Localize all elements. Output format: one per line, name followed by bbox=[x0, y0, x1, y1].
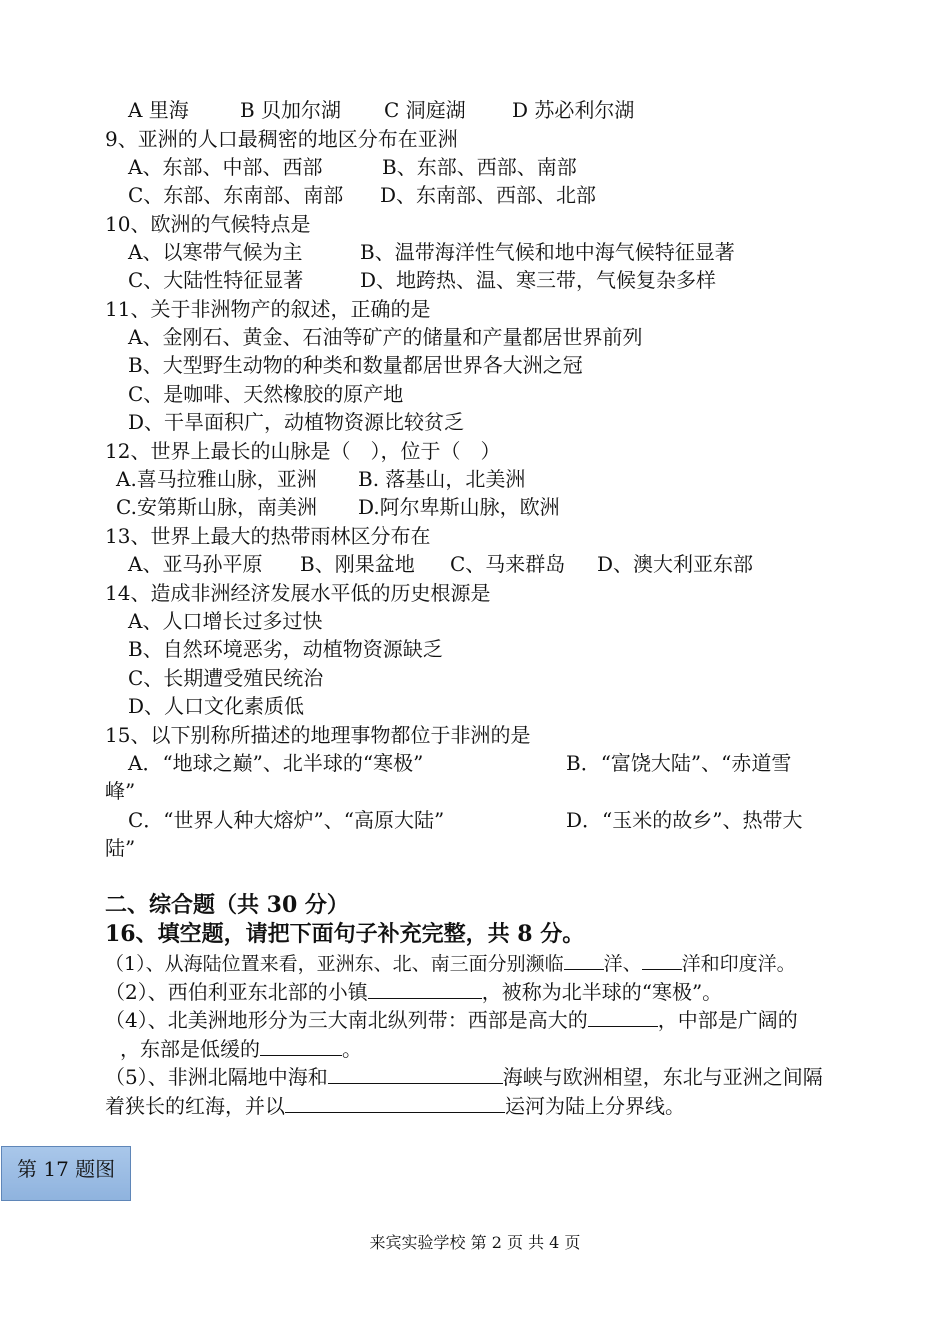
q9-option-a: A、东部、中部、西部 bbox=[128, 155, 323, 179]
q16-5-text-c: 着狭长的红海，并以 bbox=[105, 1094, 285, 1118]
q10-options-row2 bbox=[128, 266, 716, 294]
q16-item-1 bbox=[105, 949, 796, 978]
q13-option-a: A、亚马孙平原 bbox=[128, 552, 263, 576]
q16-4-blank-1[interactable] bbox=[588, 1006, 658, 1027]
q16-item-5-line1 bbox=[105, 1063, 823, 1091]
q16-1-text-a: （1）、从海陆位置来看，亚洲东、北、南三面分别濒临 bbox=[105, 953, 564, 975]
q16-2-text-a: （2）、西伯利亚东北部的小镇 bbox=[105, 980, 368, 1004]
q12-stem: 12、世界上最长的山脉是（ ），位于（ ） bbox=[105, 439, 501, 463]
q16-item-5-line2 bbox=[105, 1092, 685, 1120]
q15-option-d: D．“玉米的故乡”、热带大 bbox=[566, 808, 803, 832]
q14-option-c: C、长期遭受殖民统治 bbox=[128, 666, 324, 690]
q16-5-text-a: （5）、非洲北隔地中海和 bbox=[105, 1065, 328, 1089]
q13-option-b: B、刚果盆地 bbox=[300, 552, 415, 576]
q9-options-row1 bbox=[128, 153, 577, 181]
q16-5-text-d: 运河为陆上分界线。 bbox=[505, 1094, 685, 1118]
q9-option-c: C、东部、东南部、南部 bbox=[128, 183, 344, 207]
q10-option-b: B、温带海洋性气候和地中海气候特征显著 bbox=[360, 240, 735, 264]
q17-figure-tag: 第 17 题图 bbox=[1, 1146, 131, 1201]
q11-stem: 11、关于非洲物产的叙述，正确的是 bbox=[105, 297, 431, 321]
q16-1-text-c: 洋和印度洋。 bbox=[681, 953, 796, 975]
q11-option-a: A、金刚石、黄金、石油等矿产的储量和产量都居世界前列 bbox=[128, 325, 643, 349]
q12-option-a: A.喜马拉雅山脉，亚洲 bbox=[116, 467, 317, 491]
q10-option-c: C、大陆性特征显著 bbox=[128, 268, 304, 292]
q13-option-c: C、马来群岛 bbox=[450, 552, 566, 576]
q15-option-b: B．“富饶大陆”、“赤道雪 bbox=[566, 751, 792, 775]
q14-stem: 14、造成非洲经济发展水平低的历史根源是 bbox=[105, 581, 491, 605]
q16-4-blank-2[interactable] bbox=[260, 1035, 342, 1056]
q16-5-text-b: 海峡与欧洲相望，东北与亚洲之间隔 bbox=[502, 1065, 823, 1089]
q10-option-d: D、地跨热、温、寒三带，气候复杂多样 bbox=[360, 268, 717, 292]
q13-option-d: D、澳大利亚东部 bbox=[597, 552, 754, 576]
q15-option-a: A．“地球之巅”、北半球的“寒极” bbox=[128, 751, 424, 775]
q9-option-b: B、东部、西部、南部 bbox=[382, 155, 577, 179]
q16-4-text-d: 。 bbox=[342, 1037, 362, 1061]
q8-option-a: A 里海 bbox=[128, 98, 189, 122]
q11-option-b: B、大型野生动物的种类和数量都居世界各大洲之冠 bbox=[128, 353, 583, 377]
q15-option-c: C．“世界人种大熔炉”、“高原大陆” bbox=[128, 808, 445, 832]
q12-option-b: B. 落基山，北美洲 bbox=[358, 467, 526, 491]
q16-1-text-b: 洋、 bbox=[603, 953, 642, 975]
q16-stem: 16、填空题，请把下面句子补充完整，共 8 分。 bbox=[105, 921, 585, 947]
q12-option-c: C.安第斯山脉，南美洲 bbox=[116, 495, 317, 519]
q10-stem: 10、欧洲的气候特点是 bbox=[105, 212, 311, 236]
q12-options-row1 bbox=[116, 465, 525, 493]
q10-options-row1 bbox=[128, 238, 735, 266]
q14-option-d: D、人口文化素质低 bbox=[128, 694, 305, 718]
q15-option-b-wrap: 峰” bbox=[105, 779, 136, 803]
q12-option-d: D.阿尔卑斯山脉，欧洲 bbox=[358, 495, 560, 519]
q16-item-4-line2 bbox=[120, 1035, 362, 1063]
q9-stem: 9、亚洲的人口最稠密的地区分布在亚洲 bbox=[105, 127, 458, 151]
q14-option-b: B、自然环境恶劣，动植物资源缺乏 bbox=[128, 637, 443, 661]
q16-item-4-line1 bbox=[105, 1006, 798, 1034]
q14-option-a: A、人口增长过多过快 bbox=[128, 609, 323, 633]
q16-4-text-a: （4）、北美洲地形分为三大南北纵列带：西部是高大的 bbox=[105, 1008, 588, 1032]
q16-4-text-b: ，中部是广阔的 bbox=[657, 1008, 798, 1032]
q16-5-blank-1[interactable] bbox=[328, 1063, 503, 1084]
q8-option-d: D 苏必利尔湖 bbox=[512, 98, 635, 122]
q15-stem: 15、以下别称所描述的地理事物都位于非洲的是 bbox=[105, 723, 531, 747]
q15-option-d-wrap: 陆” bbox=[105, 836, 136, 860]
q16-item-2 bbox=[105, 978, 722, 1006]
q9-option-d: D、东南部、西部、北部 bbox=[380, 183, 597, 207]
q10-option-a: A、以寒带气候为主 bbox=[128, 240, 303, 264]
q11-option-c: C、是咖啡、天然橡胶的原产地 bbox=[128, 382, 404, 406]
q16-2-text-b: ，被称为北半球的“寒极”。 bbox=[481, 980, 723, 1004]
q13-stem: 13、世界上最大的热带雨林区分布在 bbox=[105, 524, 431, 548]
q9-options-row2 bbox=[128, 181, 596, 209]
q16-1-blank-1[interactable] bbox=[564, 949, 604, 970]
q8-options bbox=[128, 96, 634, 124]
q8-option-b: B 贝加尔湖 bbox=[240, 98, 342, 122]
q8-option-c: C 洞庭湖 bbox=[384, 98, 466, 122]
q11-option-d: D、干旱面积广，动植物资源比较贫乏 bbox=[128, 410, 465, 434]
q16-2-blank-1[interactable] bbox=[368, 978, 482, 999]
q16-1-blank-2[interactable] bbox=[642, 949, 682, 970]
q16-5-blank-2[interactable] bbox=[285, 1092, 505, 1113]
section-title: 二、综合题（共 30 分） bbox=[105, 892, 349, 918]
q16-4-text-c: ，东部是低缓的 bbox=[120, 1037, 260, 1061]
page-footer: 来宾实验学校 第 2 页 共 4 页 bbox=[369, 1233, 581, 1252]
q13-options bbox=[128, 550, 753, 578]
q12-options-row2 bbox=[116, 493, 560, 521]
